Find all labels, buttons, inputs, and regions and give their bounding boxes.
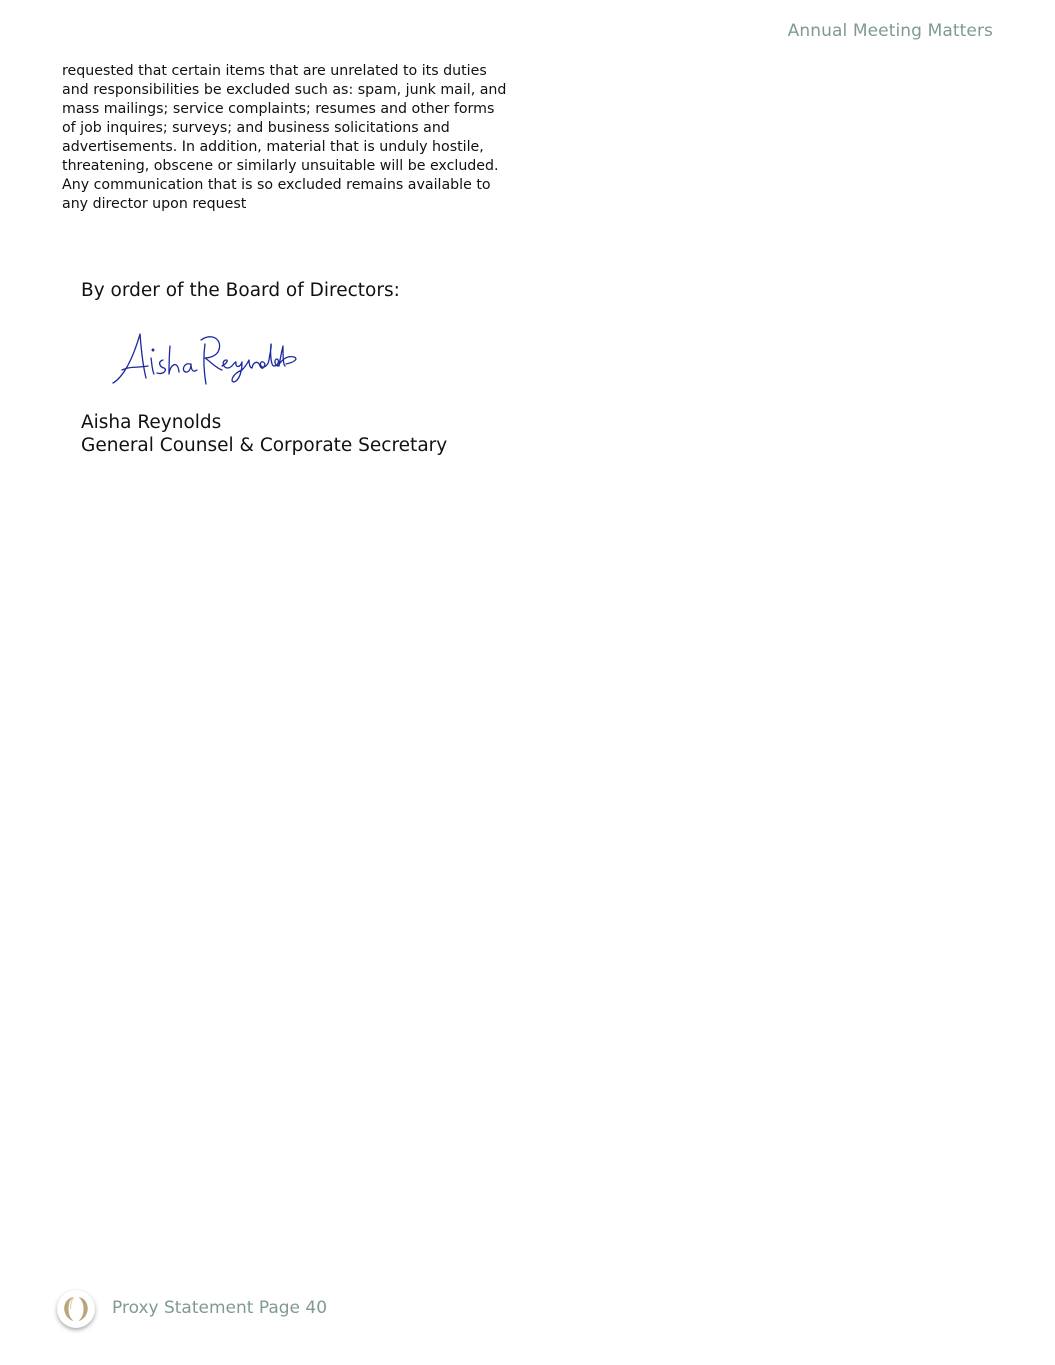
signer-block xyxy=(81,411,447,457)
section-title: Annual Meeting Matters xyxy=(787,21,993,41)
signature-image xyxy=(108,326,300,392)
signer-title: General Counsel & Corporate Secretary xyxy=(81,435,448,456)
signer-name: Aisha Reynolds xyxy=(81,412,222,433)
closing-line: By order of the Board of Directors: xyxy=(81,280,400,301)
company-logo-icon xyxy=(57,1290,95,1328)
body-paragraph: requested that certain items that are unrelated to its duties and responsibilities be excluded such as: spam, junk mail, and mass mailings; service complaints; resumes and other forms of job inquires; surveys; and business solicitations and advertisements. In addition, material that is unduly hostile, threatening, obscene or similarly unsuitable will be excluded. Any communication that is so excluded remains available to any director upon request xyxy=(62,63,507,212)
footer-page-label: Proxy Statement Page 40 xyxy=(112,1298,328,1318)
